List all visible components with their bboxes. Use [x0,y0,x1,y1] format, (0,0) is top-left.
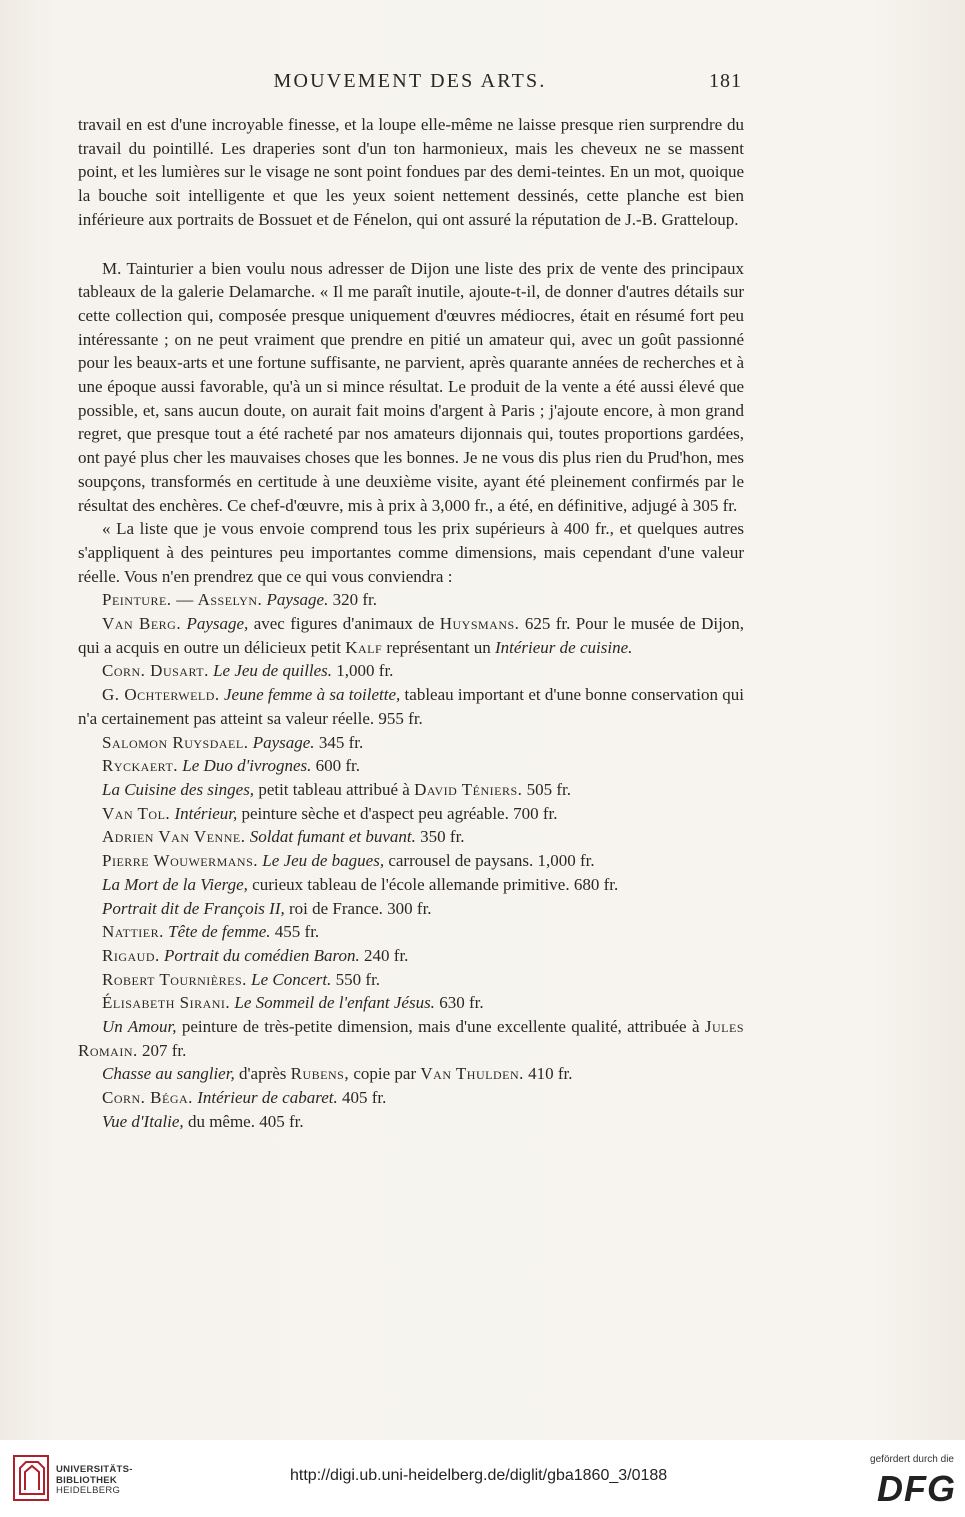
entry-title: La Mort de la Vierge, [102,874,248,894]
entry-text: tableau important et d'une bonne conservation qui n'a certainement pas atteint sa valeur réelle. 955 fr. [78,685,745,728]
entry-artist: Van Berg. [102,614,182,634]
entry-artist: Corn. Dusart. [102,661,209,681]
entry-title: Jeune femme à sa toilette, [223,685,401,705]
sale-entry [78,1015,744,1062]
entry-text: représentant un [386,637,491,657]
digitization-footer [0,1440,965,1517]
entry-artist: Adrien Van Venne. [102,827,246,847]
entry-text: avec figures d'animaux de [253,614,435,634]
entry-artist: Élisabeth Sirani. [102,993,231,1013]
sale-entry [78,1110,744,1134]
library-logo[interactable] [12,1454,142,1504]
sale-entry [78,991,744,1015]
sale-entry [78,802,744,826]
entry-title: Le Duo d'ivrognes. [182,756,312,776]
entry-title: Le Concert. [251,969,332,989]
library-line: BIBLIOTHEK [56,1474,118,1486]
library-line: UNIVERSITÄTS- [56,1464,133,1475]
entry-price: 1,000 fr. [336,661,394,681]
entry-title: Intérieur, [174,803,238,823]
entry-price: 550 fr. [335,969,381,989]
entry-title: Chasse au sanglier, [102,1064,235,1084]
entry-price: 455 fr. [274,922,320,942]
entry-price: 630 fr. [439,993,484,1013]
entry-artist: Rubens, [290,1064,350,1084]
entry-artist: Kalf [345,637,383,657]
entry-text: copie par [353,1064,417,1084]
funder-logo[interactable] [850,1454,958,1510]
sale-entry [78,612,744,659]
dfg-logo: DFG [877,1468,956,1509]
entry-title: Le Sommeil de l'enfant Jésus. [234,993,435,1013]
entry-artist: David Téniers. [414,779,523,799]
entry-artist: Peinture. — Asselyn. [102,590,263,610]
sale-entry [78,683,744,730]
entry-artist: G. Ochterweld. [102,685,220,705]
entry-title: Paysage. [252,732,315,752]
entry-title: Portrait dit de François II, [102,898,285,918]
sale-entry [78,920,744,944]
entry-text: peinture sèche et d'aspect peu agréable. 700 fr. [241,803,558,823]
entry-text: petit tableau attribué à [258,779,410,799]
funder-caption: gefördert durch die [870,1454,954,1465]
entry-artist: Van Tol. [102,803,171,823]
entry-text: du même. 405 fr. [187,1111,304,1131]
sale-entry [78,1062,744,1086]
sale-entry [78,659,744,683]
entry-title: Tête de femme. [168,922,271,942]
entry-title: Le Jeu de bagues, [262,851,385,871]
entry-title: Paysage, [186,614,249,634]
sale-entry [78,1086,744,1110]
entry-title: Un Amour, [102,1017,177,1037]
sale-entry [78,968,744,992]
entry-artist: Jules Romain. [78,1017,744,1060]
entry-price: 345 fr. [318,732,364,752]
entry-title: Intérieur de cabaret. [197,1088,338,1108]
entry-price: 410 fr. [528,1064,573,1084]
sale-entry [78,873,744,897]
page-header [78,70,742,102]
entry-text: curieux tableau de l'école allemande primitive. 680 fr. [252,874,619,894]
sale-entry [78,778,744,802]
entry-price: 350 fr. [420,827,465,847]
entry-artist: Van Thulden. [420,1064,524,1084]
entry-artist: Robert Tournières. [102,969,247,989]
entry-price: 505 fr. [526,779,572,799]
entry-text: peinture de très-petite dimension, mais d'une excellente qualité, attribuée à [181,1017,700,1037]
entry-title: Intérieur de cuisine. [494,637,633,657]
entry-price: 405 fr. [341,1088,387,1108]
paragraph: M. Tainturier a bien voulu nous adresser de Dijon une liste des prix de vente des principaux tableaux de la galerie Delamarche. « Il me paraît inutile, ajoute-t-il, de donner d'autres détails sur cette collection qui, composée presque uniquement d'œuvres médiocres, était en résumé fort peu intéressante ; on ne peut vraiment que prendre en pitié un amateur qui, avec un goût passionné pour les beaux-arts et une fortune suffisante, ne parvient, après quarante années de recherches et à une époque aussi favorable, qu'à un si mince résultat. Le produit de la vente a été aussi élevé que possible, et, sans aucun doute, on aurait fait moins d'argent à Paris ; j'ajoute encore, à mon grand regret, que presque tout a été racheté par nos amateurs dijonnais qui, toutes proportions gardées, ont payé plus cher les mauvaises choses que les bonnes. Je ne vous dis plus rien du Prud'hon, mes soupçons, transformés en certitude à une deuxième visite, ayant été pleinement confirmés par le résultat des enchères. Ce chef-d'œuvre, mis à prix à 3,000 fr., a été, en définitive, adjugé à 305 fr. [78,258,744,515]
entry-artist: Pierre Wouwermans. [102,851,259,871]
library-seal-icon [12,1454,52,1504]
entry-artist: Corn. Béga. [102,1088,193,1108]
entry-artist: Salomon Ruysdael. [102,732,249,752]
entry-title: Paysage. [266,590,329,610]
entry-title: Soldat fumant et buvant. [249,827,416,847]
entry-text: roi de France. 300 fr. [288,898,432,918]
entry-title: La Cuisine des singes, [102,779,255,799]
sale-entry [78,944,744,968]
permalink-url[interactable]: http://digi.ub.uni-heidelberg.de/diglit/gba1860_3/0188 [290,1467,668,1484]
entry-artist: Nattier. [102,922,164,942]
entry-artist: Huysmans. [439,614,520,634]
page-number: 181 [709,70,742,92]
paragraph: « La liste que je vous envoie comprend tous les prix supérieurs à 400 fr., et quelques autres s'appliquent à des peintures peu importantes comme dimensions, mais cependant d'une valeur réelle. Vous n'en prendrez que ce qui vous conviendra : [78,519,744,586]
entry-text: d'après [238,1064,287,1084]
library-line: HEIDELBERG [56,1485,121,1496]
entry-artist: Ryckaert. [102,756,179,776]
article-body [78,113,744,1134]
sale-entry [78,849,744,873]
entry-artist: Rigaud. [102,945,160,965]
paragraph: travail en est d'une incroyable finesse, et la loupe elle-même ne laisse presque rien surprendre du travail du pointillé. Les draperies sont d'un ton harmonieux, mais les cheveux ne se massent point, et les lumières sur le visage ne sont point fondues par des demi-teintes. En un mot, quoique la bouche soit intelligente et que les yeux soient nettement dessinés, cette planche est bien inférieure aux portraits de Bossuet et de Fénelon, qui ont assuré la réputation de J.-B. Gratteloup. [78,115,744,229]
entry-price: 240 fr. [364,945,409,965]
running-head: MOUVEMENT DES ARTS. [273,70,547,92]
entry-title: Le Jeu de quilles. [213,661,333,681]
entry-text: carrousel de paysans. 1,000 fr. [388,851,595,871]
entry-price: 207 fr. [142,1040,187,1060]
entry-text: 625 fr. Pour le musée de Dijon, qui a acquis en outre un délicieux petit [78,614,745,657]
sale-entry [78,588,744,612]
sale-entry [78,897,744,921]
sale-entry [78,754,744,778]
entry-price: 320 fr. [332,590,377,610]
sale-entry [78,731,744,755]
entry-title: Vue d'Italie, [102,1111,184,1131]
library-name [56,1465,133,1497]
sale-entry [78,825,744,849]
entry-price: 600 fr. [315,756,361,776]
entry-title: Portrait du comédien Baron. [164,945,360,965]
